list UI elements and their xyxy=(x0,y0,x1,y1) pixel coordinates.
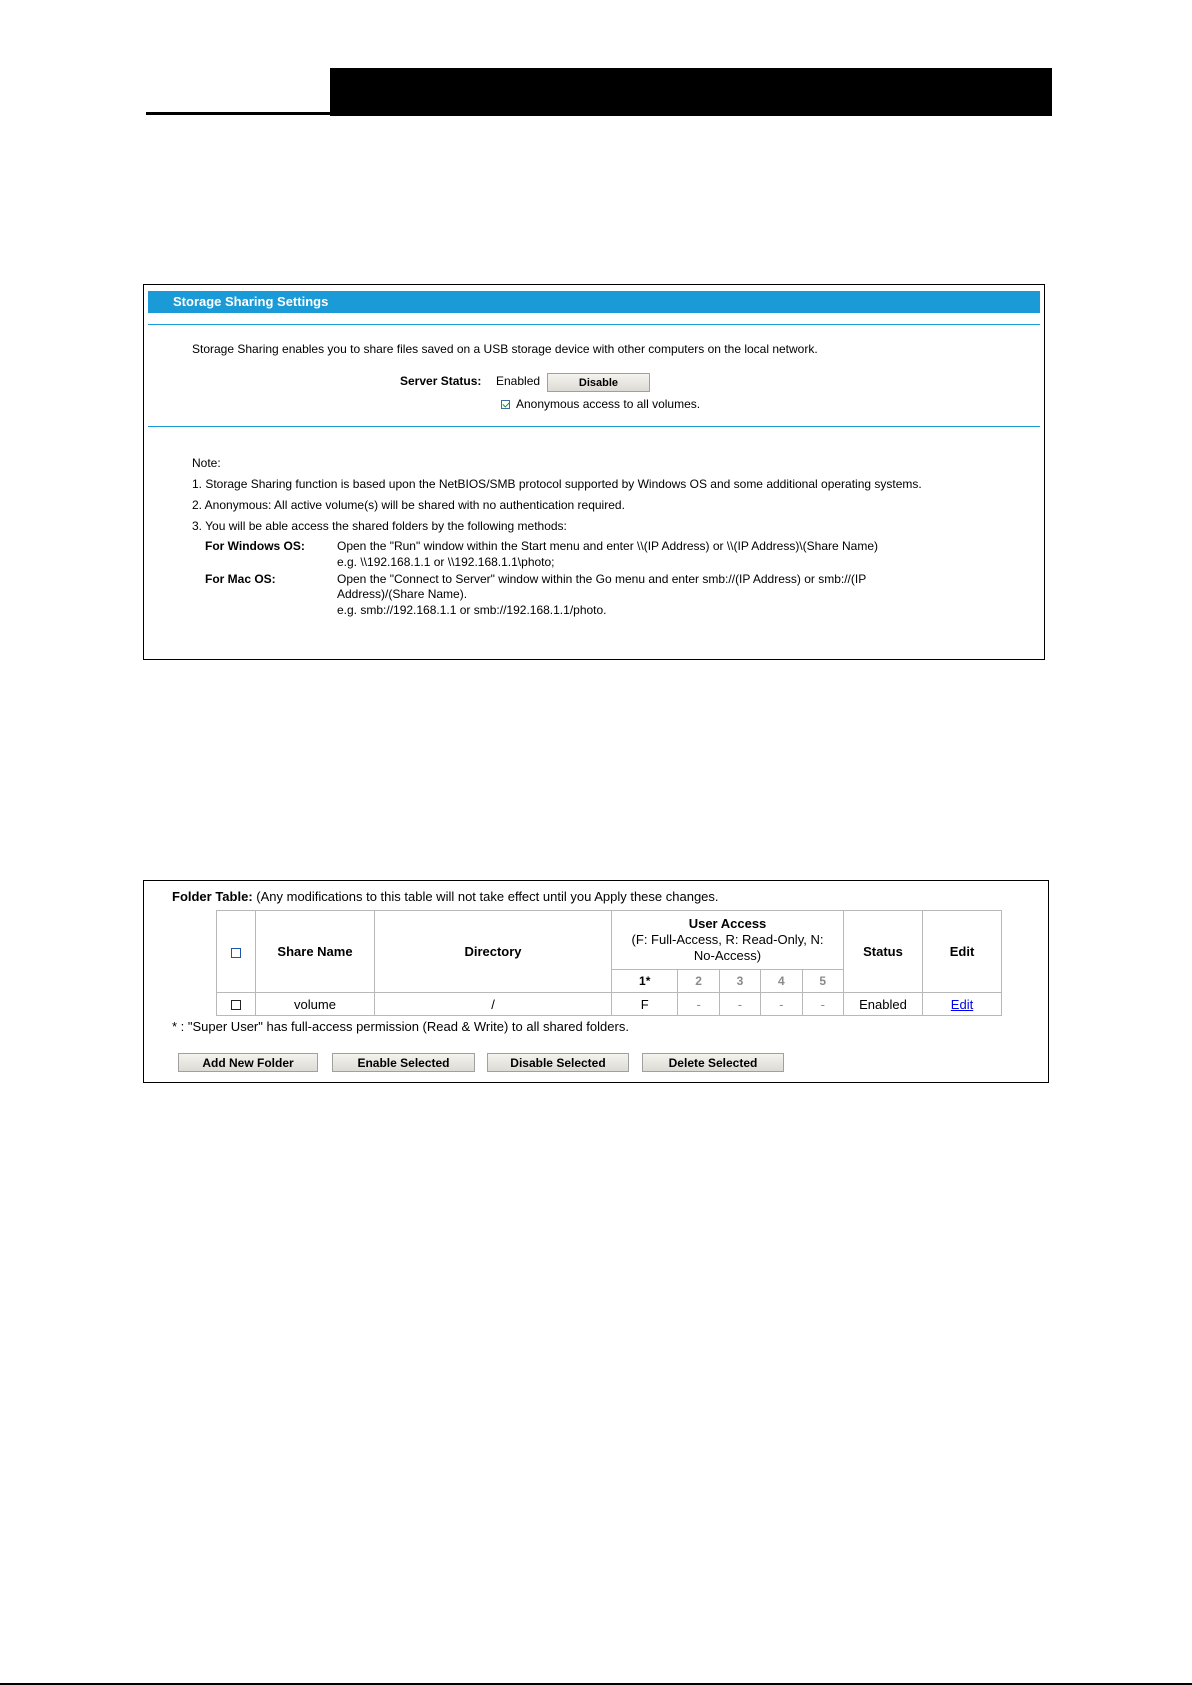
panel-title: Storage Sharing Settings xyxy=(148,291,1040,313)
user-access-header xyxy=(612,911,844,970)
windows-os-line1: Open the "Run" window within the Start menu and enter \\(IP Address) or \\(IP Address)\(Share Name) xyxy=(337,539,879,553)
directory-header: Directory xyxy=(375,911,612,993)
status-header: Status xyxy=(844,911,923,993)
divider xyxy=(148,324,1040,325)
super-user-footnote: * : "Super User" has full-access permission (Read & Write) to all shared folders. xyxy=(172,1019,629,1034)
windows-os-line2: e.g. \\192.168.1.1 or \\192.168.1.1\photo; xyxy=(337,555,555,569)
folder-table-caption xyxy=(172,889,719,904)
mac-os-line2: Address)/(Share Name). xyxy=(337,587,468,601)
row-edit-cell xyxy=(923,993,1002,1016)
row-select-cell xyxy=(217,993,256,1016)
header-black-bar xyxy=(330,68,1052,116)
note-1: 1. Storage Sharing function is based upon the NetBIOS/SMB protocol supported by Windows OS and some additional operating systems. xyxy=(192,477,922,491)
user-col-1: 1* xyxy=(612,970,678,993)
header-rule xyxy=(146,112,330,115)
row-access-2: - xyxy=(678,993,719,1016)
user-col-4: 4 xyxy=(761,970,802,993)
add-new-folder-button[interactable]: Add New Folder xyxy=(178,1053,318,1072)
share-name-header: Share Name xyxy=(256,911,375,993)
select-all-checkbox[interactable] xyxy=(231,948,241,958)
disable-selected-button[interactable]: Disable Selected xyxy=(487,1053,629,1072)
edit-header: Edit xyxy=(923,911,1002,993)
server-status-value: Enabled xyxy=(496,374,541,388)
note-3: 3. You will be able access the shared folders by the following methods: xyxy=(192,519,567,533)
anonymous-checkbox[interactable] xyxy=(501,400,510,409)
row-access-5: - xyxy=(802,993,843,1016)
select-all-cell xyxy=(217,911,256,993)
user-access-note: (F: Full-Access, R: Read-Only, N: No-Access) xyxy=(631,932,824,963)
user-col-2: 2 xyxy=(678,970,719,993)
row-checkbox[interactable] xyxy=(231,1000,241,1010)
table-row xyxy=(217,993,1002,1016)
delete-selected-button[interactable]: Delete Selected xyxy=(642,1053,784,1072)
mac-os-line3: e.g. smb://192.168.1.1 or smb://192.168.1.1/photo. xyxy=(337,603,607,617)
row-status: Enabled xyxy=(844,993,923,1016)
note-2: 2. Anonymous: All active volume(s) will be shared with no authentication required. xyxy=(192,498,625,512)
user-access-title: User Access xyxy=(688,916,767,931)
storage-sharing-panel xyxy=(143,284,1045,660)
row-directory: / xyxy=(375,993,612,1016)
row-access-3: - xyxy=(719,993,760,1016)
note-label: Note: xyxy=(192,456,221,470)
edit-link[interactable]: Edit xyxy=(950,996,974,1012)
anonymous-label: Anonymous access to all volumes. xyxy=(516,397,701,411)
user-col-3: 3 xyxy=(719,970,760,993)
folder-table-panel xyxy=(143,880,1049,1083)
folder-table xyxy=(216,910,1002,1016)
server-status-label: Server Status: xyxy=(400,374,482,388)
row-access-1: F xyxy=(612,993,678,1016)
intro-text: Storage Sharing enables you to share files saved on a USB storage device with other computers on the local network. xyxy=(192,342,818,356)
user-col-5: 5 xyxy=(802,970,843,993)
disable-button[interactable]: Disable xyxy=(547,373,650,392)
mac-os-line1: Open the "Connect to Server" window within the Go menu and enter smb://(IP Address) or smb://(IP xyxy=(337,572,867,586)
mac-os-label: For Mac OS: xyxy=(205,572,276,586)
row-access-4: - xyxy=(761,993,802,1016)
divider xyxy=(148,426,1040,427)
enable-selected-button[interactable]: Enable Selected xyxy=(332,1053,475,1072)
windows-os-label: For Windows OS: xyxy=(205,539,305,553)
row-share-name: volume xyxy=(256,993,375,1016)
folder-table-caption-text: (Any modifications to this table will not take effect until you Apply these changes. xyxy=(252,889,719,904)
folder-table-caption-bold: Folder Table: xyxy=(172,889,253,904)
